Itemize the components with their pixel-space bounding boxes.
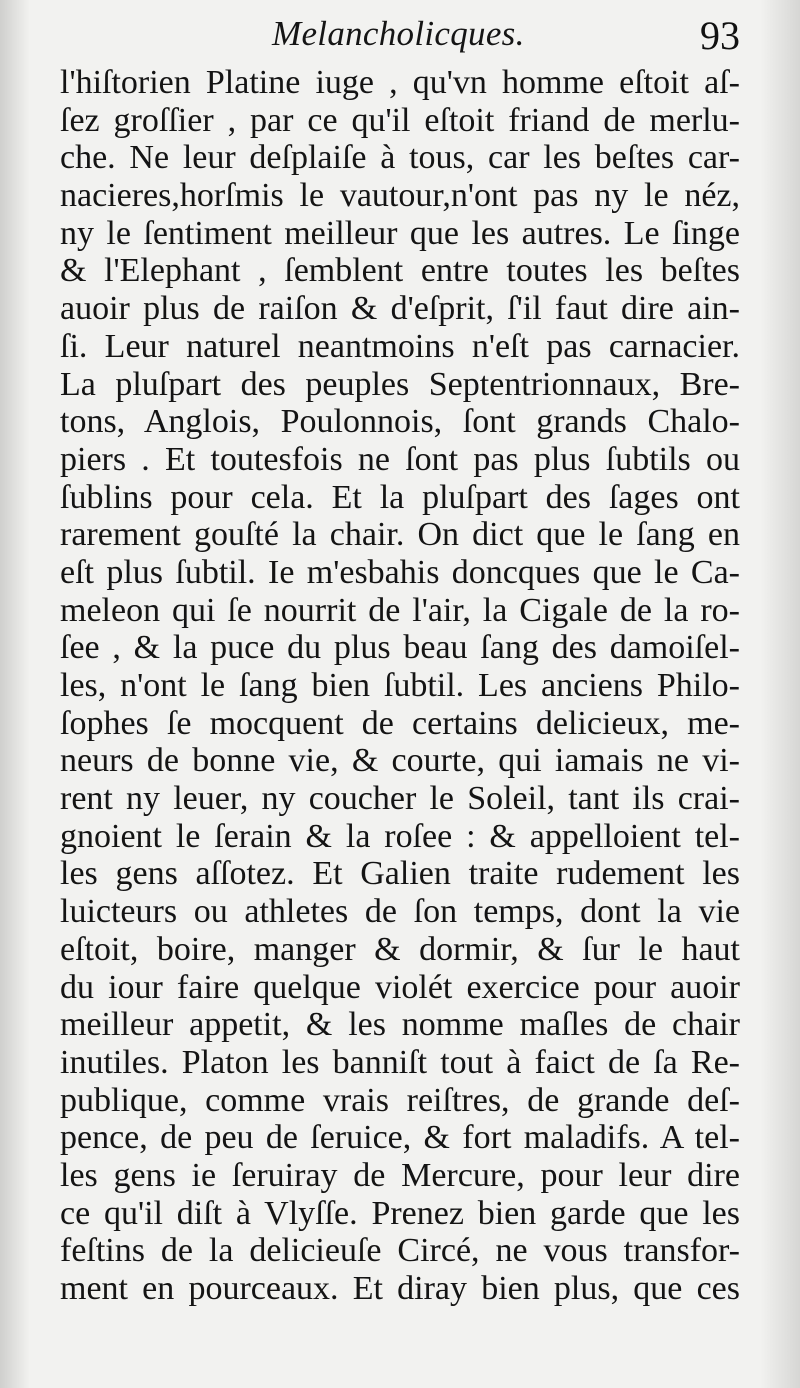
text-line: ce qu'il diſt à Vlyſſe. Prenez bien garde que les [60,1194,740,1232]
text-line: ſee , & la puce du plus beau ſang des damoiſel- [60,629,740,667]
text-line: les gens ie ſeruiray de Mercure, pour leur dire [60,1156,740,1194]
text-line: publique, comme vrais reiſtres, de grande deſ- [60,1081,740,1119]
text-line: l'hiſtorien Platine iuge , qu'vn homme eſtoit aſ- [60,64,740,101]
running-title: Melancholicques. [272,14,525,53]
text-line: meleon qui ſe nourrit de l'air, la Cigale de la ro- [60,591,740,629]
text-line: luicteurs ou athletes de ſon temps, dont la vie [60,893,740,931]
text-line: auoir plus de raiſon & d'eſprit, ſ'il faut dire ain- [60,290,740,328]
text-line: La pluſpart des peuples Septentrionnaux, Bre- [60,365,740,403]
text-line: che. Ne leur deſplaiſe à tous, car les beſtes car- [60,139,740,177]
text-line: du iour faire quelque violét exercice pour auoir [60,968,740,1006]
text-line: inutiles. Platon les banniſt tout à faict de ſa Re- [60,1043,740,1081]
text-line: ſez groſſier , par ce qu'il eſtoit friand de merlu- [60,101,740,139]
text-line: tons, Anglois, Poulonnois, ſont grands Chalo- [60,403,740,441]
text-line: gnoient le ſerain & la roſee : & appelloient tel- [60,817,740,855]
text-line: ſublins pour cela. Et la pluſpart des ſages ont [60,478,740,516]
text-line: les, n'ont le ſang bien ſubtil. Les anciens Philo- [60,667,740,704]
text-line: pence, de peu de ſeruice, & fort maladifs. A tel- [60,1119,740,1157]
text-line: neurs de bonne vie, & courte, qui iamais ne vi- [60,742,740,780]
text-line: ment en pourceaux. Et diray bien plus, que ces [60,1270,740,1307]
page-number: 93 [700,13,740,58]
text-line: les gens aſſotez. Et Galien traite rudement les [60,855,740,893]
text-line: rent ny leuer, ny coucher le Soleil, tant ils crai- [60,780,740,818]
text-line: rarement gouſté la chair. On dict que le ſang en [60,516,740,554]
running-head [60,14,740,66]
text-line: ny le ſentiment meilleur que les autres. Le ſinge [60,214,740,252]
text-line: eſt plus ſubtil. Ie m'esbahis doncques que le Ca- [60,553,740,591]
text-line: eſtoit, boire, manger & dormir, & ſur le haut [60,930,740,968]
text-line: ſi. Leur naturel neantmoins n'eſt pas carnacier. [60,327,740,365]
text-line: meilleur appetit, & les nomme maſles de chair [60,1006,740,1044]
text-line: nacieres,horſmis le vautour,n'ont pas ny le néz, [60,177,740,215]
text-line: & l'Elephant , ſemblent entre toutes les beſtes [60,252,740,290]
text-line: feſtins de la delicieuſe Circé, ne vous transfor- [60,1232,740,1270]
body-text [60,64,740,1308]
text-line: piers . Et toutesfois ne ſont pas plus ſubtils ou [60,440,740,478]
text-line: ſophes ſe mocquent de certains delicieux, me- [60,704,740,742]
